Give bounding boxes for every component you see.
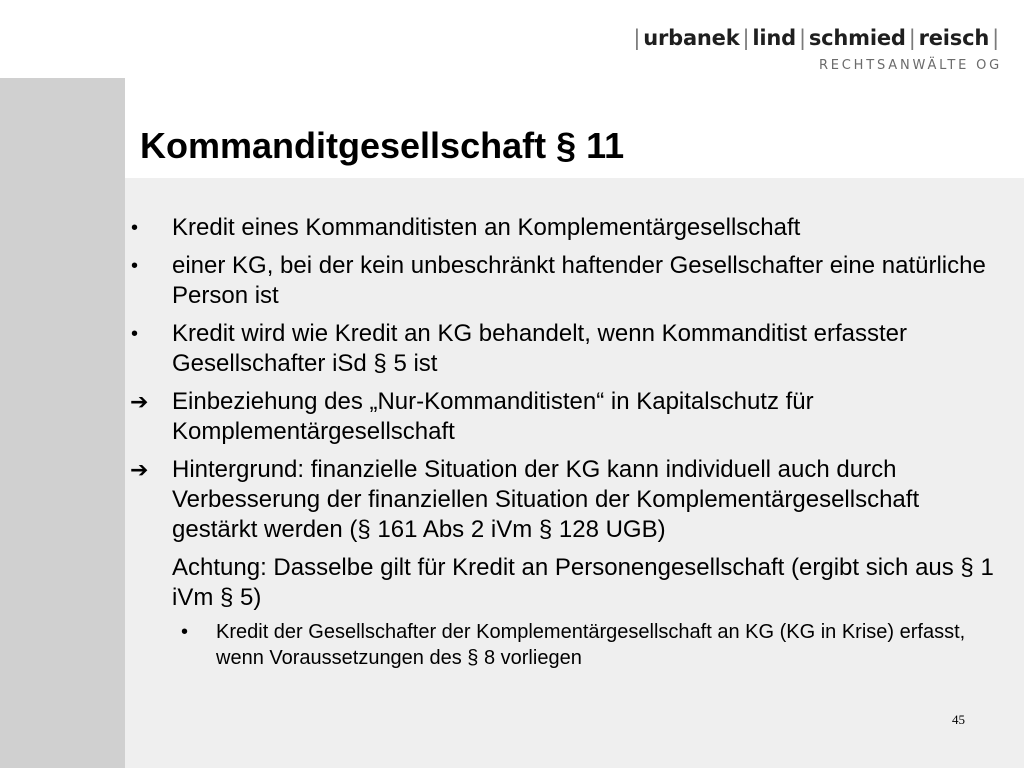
item-text: Kredit wird wie Kredit an KG behandelt, wenn Kommanditist erfasster Gesellschafter iSd § 5 ist	[172, 320, 908, 377]
slide-body	[128, 213, 998, 671]
logo-name-1: urbanek	[643, 26, 740, 50]
sub-list-item	[128, 619, 998, 671]
logo-name-4: reisch	[918, 26, 990, 50]
list-item	[128, 319, 998, 379]
slide-title: Kommanditgesellschaft § 11	[140, 125, 625, 166]
list-item	[128, 213, 998, 243]
item-text: Hintergrund: finanzielle Situation der KG kann individuell auch durch Verbesserung der finanziellen Situation der Komplementärgesellschaft gestärkt werden (§ 161 Abs 2 iVm § 128 UGB)	[172, 456, 920, 543]
arrow-right-icon: ➔	[130, 389, 149, 414]
item-text: Achtung: Dasselbe gilt für Kredit an Personengesellschaft (ergibt sich aus § 1 iVm § 5)	[172, 554, 994, 611]
bullet-marker: •	[131, 323, 139, 345]
list-item	[128, 553, 998, 613]
item-text: Einbeziehung des „Nur-Kommanditisten“ in Kapitalschutz für Komplementärgesellschaft	[172, 388, 814, 445]
list-item	[128, 387, 998, 447]
item-text: Kredit der Gesellschafter der Komplementärgesellschaft an KG (KG in Krise) erfasst, wenn Voraussetzungen des § 8 vorliegen	[216, 621, 966, 669]
item-text: Kredit eines Kommanditisten an Komplementärgesellschaft	[172, 214, 801, 241]
bullet-marker: •	[181, 621, 189, 643]
logo-names: | urbanek | lind | schmied | reisch |	[633, 26, 999, 50]
item-text: einer KG, bei der kein unbeschränkt haftender Gesellschafter eine natürliche Person ist	[172, 252, 986, 309]
list-item	[128, 251, 998, 311]
logo-name-3: schmied	[808, 26, 906, 50]
page-number: 45	[952, 712, 965, 727]
firm-logo	[630, 26, 1002, 73]
bullet-marker: •	[131, 255, 139, 277]
logo-subtitle: RECHTSANWÄLTE OG	[818, 58, 1002, 73]
bullet-marker: •	[131, 217, 139, 239]
logo-name-2: lind	[752, 26, 796, 50]
side-panel	[0, 78, 125, 768]
arrow-right-icon: ➔	[130, 457, 149, 482]
list-item	[128, 455, 998, 545]
